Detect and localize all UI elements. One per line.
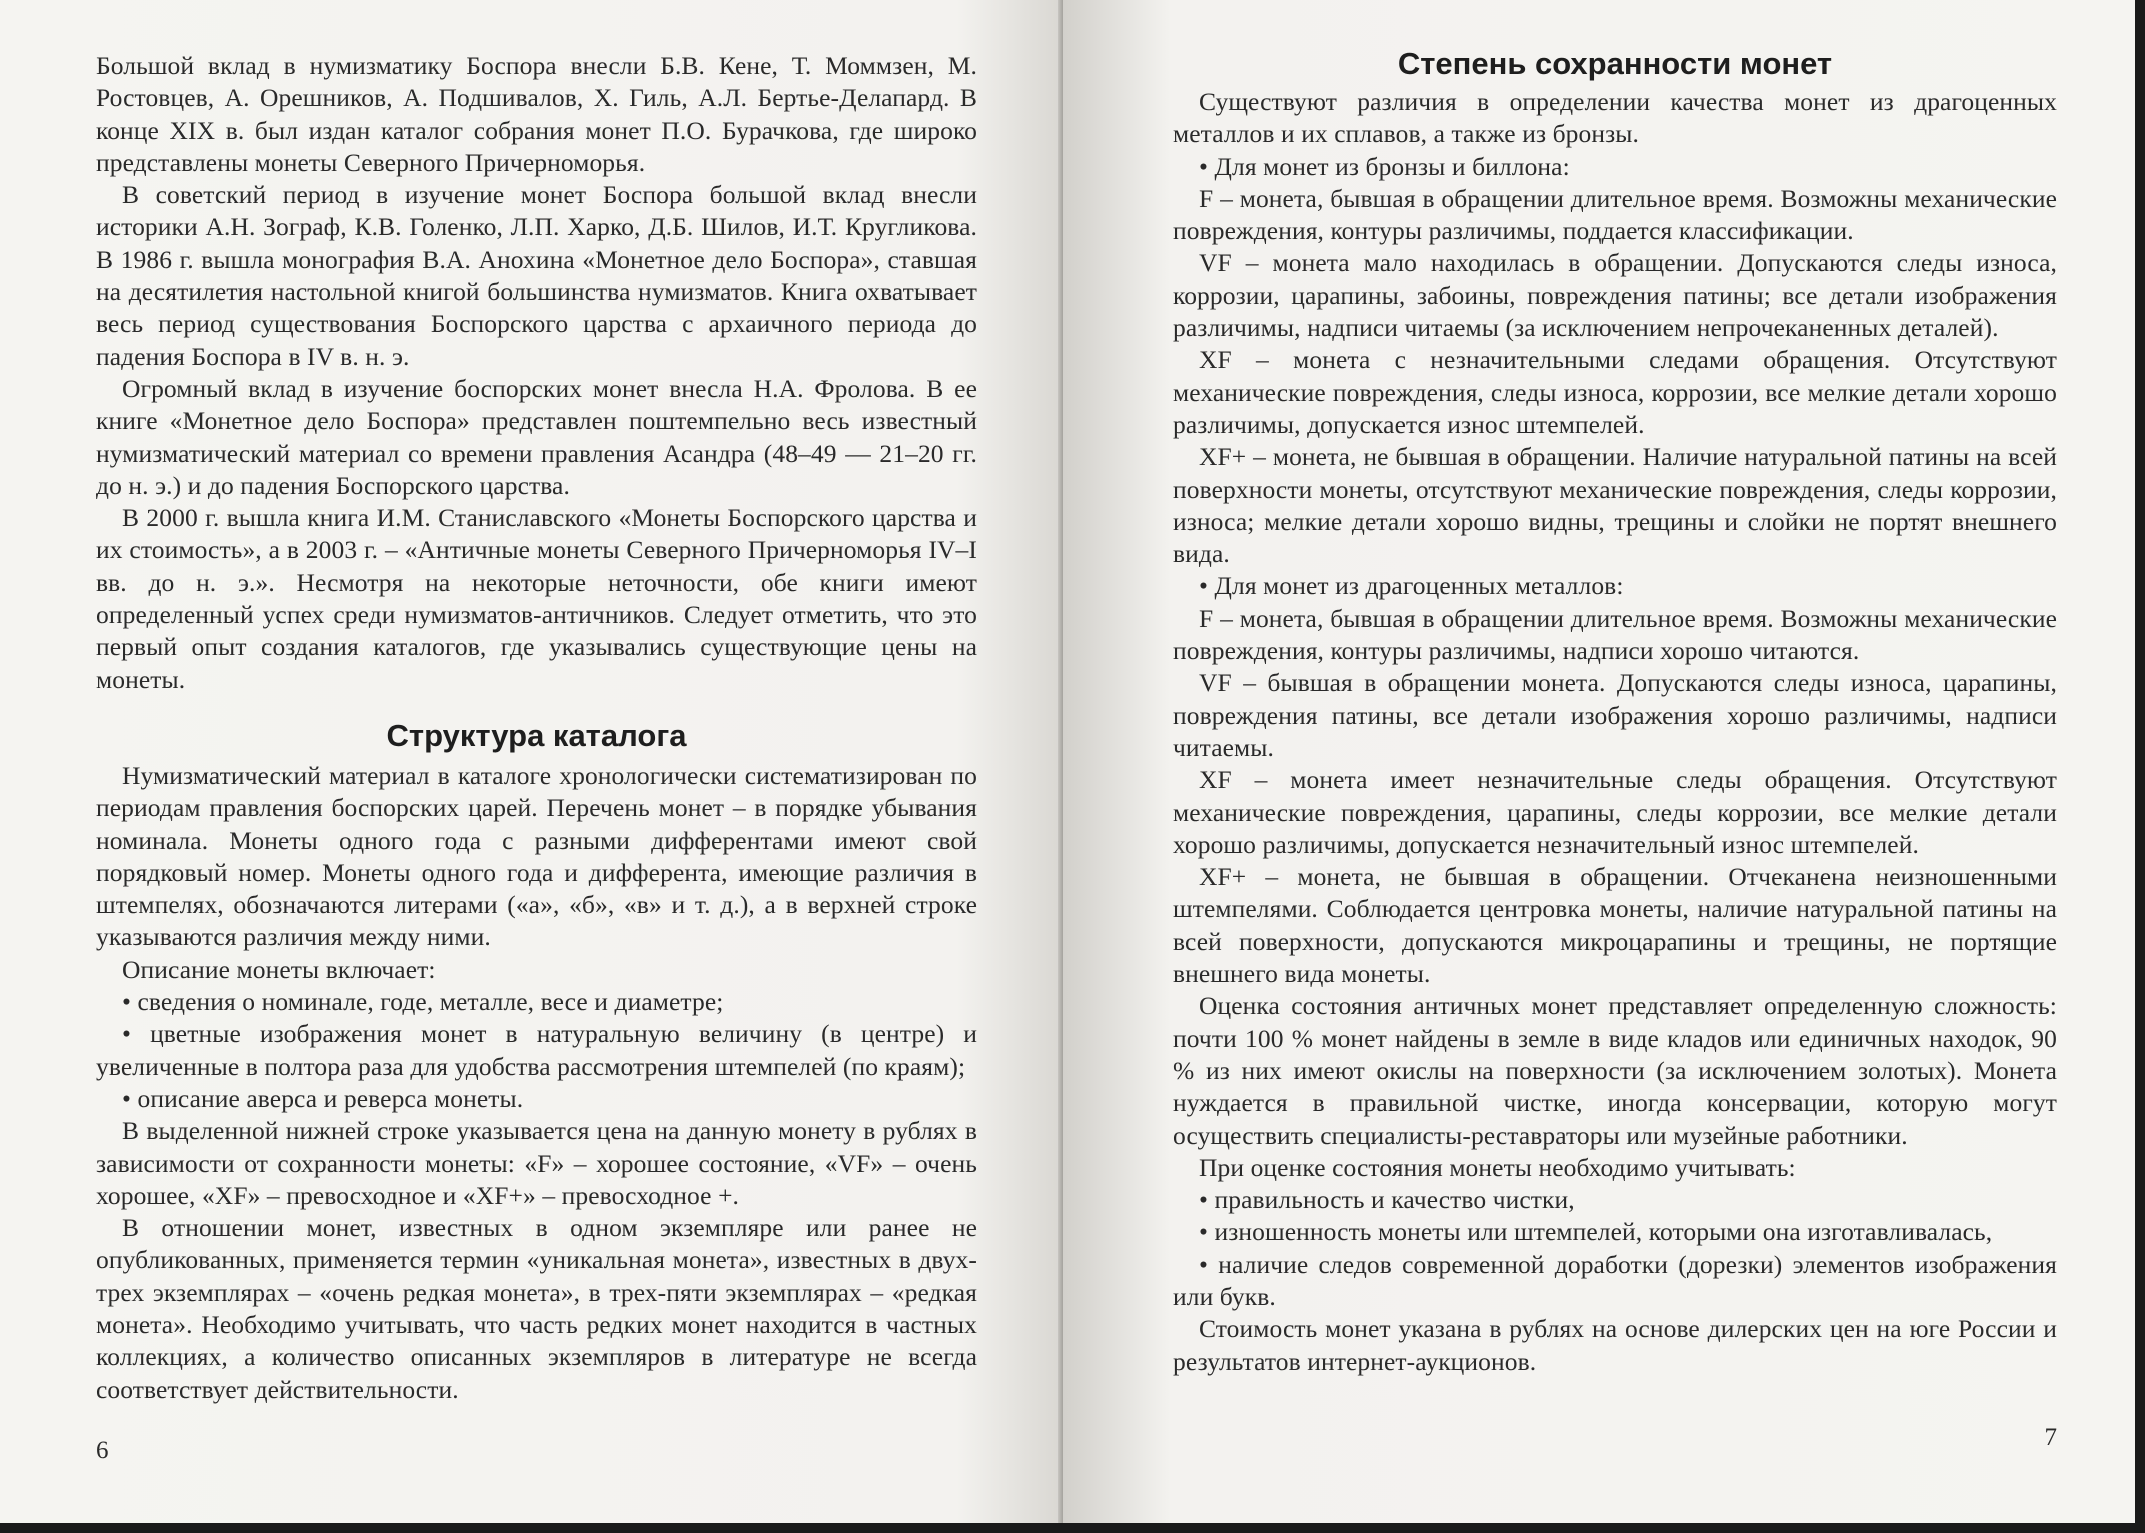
bullet-item: • правильность и качество чистки, xyxy=(1199,1185,1575,1215)
grade-definition: F – монета, бывшая в обращении длительное время. Возможны механические повреждения, контуры различимы, поддается классификации. xyxy=(1173,183,2057,246)
section-heading-coin-condition: Степень сохранности монет xyxy=(1397,46,1833,81)
bullet-item: • наличие следов современной доработки (дорезки) элементов изображения или букв. xyxy=(1173,1249,2057,1311)
grade-definition: VF – монета мало находилась в обращении. Допускаются следы износа, коррозии, царапины, забоины, повреждения патины; все детали изображения различимы, надписи читаемы (за исключением непрочеканенных деталей). xyxy=(1173,248,2057,343)
grade-definition: XF+ – монета, не бывшая в обращении. Отчеканена неизношенными штемпелями. Соблюдается центровка монеты, наличие натуральной патины на всей поверхности, допускаются микроцарапины и трещины, не портящие внешнего вида монеты. xyxy=(1173,862,2057,989)
right-page xyxy=(1063,0,2135,1523)
bullet-item: • сведения о номинале, годе, металле, весе и диаметре; xyxy=(122,987,724,1017)
grade-definition: XF – монета с незначительными следами обращения. Отсутствуют механические повреждения, следы износа, коррозии, все мелкие детали хорошо различимы, допускается износ штемпелей. xyxy=(1173,345,2057,439)
bullet-item: • изношенность монеты или штемпелей, которыми она изготавливалась, xyxy=(1199,1217,1993,1247)
grade-definition: XF – монета имеет незначительные следы обращения. Отсутствуют механические повреждения, царапины, следы коррозии, все мелкие детали хорошо различимы, допускается незначительный износ штемпелей. xyxy=(1173,765,2057,859)
paragraph: Большой вклад в нумизматику Боспора внесли Б.В. Кене, Т. Моммзен, М. Ростовцев, А. Орешников, А. Подшивалов, Х. Гиль, А.Л. Бертье-Делапард. В конце XIX в. был издан каталог собрания монет П.О. Бурачкова, где широко представлены монеты Северного Причерноморья. xyxy=(96,51,977,177)
bullet-item: • Для монет из драгоценных металлов: xyxy=(1199,571,1624,601)
paragraph: В выделенной нижней строке указывается цена на данную монету в рублях в зависимости от сохранности монеты: «F» – хорошее состояние, «VF» – очень хорошее, «XF» – превосходное и «XF+» – превосходное +. xyxy=(96,1116,977,1210)
paragraph: Нумизматический материал в каталоге хронологически систематизирован по периодам правления боспорских царей. Перечень монет – в порядке убывания номинала. Монеты одного года с разными дифферентами имеют свой порядковый номер. Монеты одного года и дифферента, имеющие различия в штемпелях, обозначаются литерами («а», «б», «в» и т. д.), а в верхней строке указываются различия между ними. xyxy=(96,760,977,952)
section-heading-catalog-structure: Структура каталога xyxy=(386,717,687,753)
paragraph: Стоимость монет указана в рублях на основе дилерских цен на юге России и результатов интернет-аукционов. xyxy=(1173,1314,2057,1376)
paragraph: В советский период в изучение монет Боспора большой вклад внесли историки А.Н. Зограф, К.В. Голенко, Л.П. Харко, Д.Б. Шилов, И.Т. Кругликова. В 1986 г. вышла монография В.А. Анохина «Монетное дело Боспора», ставшая на десятилетия настольной книгой большинства нумизматов. Книга охватывает весь период существования Боспорского царства с архаичного периода до падения Боспора в IV в. н. э. xyxy=(96,180,977,371)
page-number: 7 xyxy=(2044,1424,2057,1451)
paragraph: Описание монеты включает: xyxy=(122,954,436,984)
paragraph: Существуют различия в определении качества монет из драгоценных металлов и их сплавов, а также из бронзы. xyxy=(1173,87,2057,149)
left-page xyxy=(0,0,1063,1523)
paragraph: В 2000 г. вышла книга И.М. Станиславского «Монеты Боспорского царства и их стоимость», а в 2003 г. – «Античные монеты Северного Причерноморья IV–I вв. до н. э.». Несмотря на некоторые неточности, обе книги имеют определенный успех среди нумизматов-античников. Следует отметить, что это первый опыт создания каталогов, где указывались существующие цены на монеты. xyxy=(96,503,977,694)
grade-definition: VF – бывшая в обращении монета. Допускаются следы износа, царапины, повреждения патины, все детали изображения хорошо различимы, надписи читаемы. xyxy=(1173,668,2057,762)
page-number: 6 xyxy=(96,1437,109,1464)
bullet-item: • Для монет из бронзы и биллона: xyxy=(1199,151,1570,181)
bullet-item: • цветные изображения монет в натуральную величину (в центре) и увеличенные в полтора раза для удобства рассмотрения штемпелей (по краям); xyxy=(96,1019,977,1081)
grade-definition: XF+ – монета, не бывшая в обращении. Наличие натуральной патины на всей поверхности монеты, отсутствуют механические повреждения, следы коррозии, износа; мелкие детали хорошо видны, трещины и слойки не портят внешнего вида. xyxy=(1173,442,2057,569)
left-body-before xyxy=(96,50,977,696)
paragraph: Оценка состояния античных монет представляет определенную сложность: почти 100 % монет найдены в земле в виде кладов или единичных находок, 90 % из них имеют окислы на поверхности (за исключением золотых). Монета нуждается в правильной чистке, иногда консервации, которую могут осуществить специалисты-реставраторы или музейные работники. xyxy=(1173,991,2057,1150)
bullet-item: • описание аверса и реверса монеты. xyxy=(122,1083,524,1113)
paragraph: При оценке состояния монеты необходимо учитывать: xyxy=(1199,1152,1796,1182)
grade-definition: F – монета, бывшая в обращении длительное время. Возможны механические повреждения, контуры различимы, надписи хорошо читаются. xyxy=(1173,603,2057,666)
right-body xyxy=(1173,86,2057,1378)
paragraph: В отношении монет, известных в одном экземпляре или ранее не опубликованных, применяется термин «уникальная монета», известных в двух-трех экземплярах – «очень редкая монета», в трех-пяти экземплярах – «редкая монета». Необходимо учитывать, что часть редких монет находится в частных коллекциях, а количество описанных экземпляров в литературе не всегда соответствует действительности. xyxy=(96,1213,977,1404)
paragraph: Огромный вклад в изучение боспорских монет внесла Н.А. Фролова. В ее книге «Монетное дело Боспора» представлен поштемпельно весь известный нумизматический материал со времени правления Асандра (48–49 — 21–20 гг. до н. э.) и до падения Боспорского царства. xyxy=(96,373,977,500)
left-body-after xyxy=(96,760,977,1406)
